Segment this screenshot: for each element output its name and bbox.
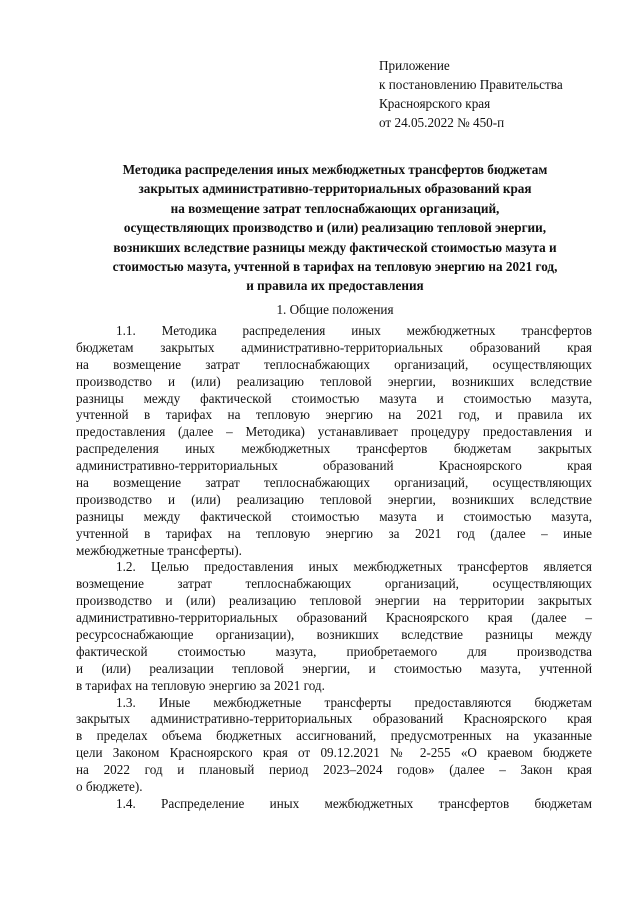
paragraph-line: бюджетам закрытых административно-территориальных образований края (76, 339, 592, 355)
document-title (70, 160, 600, 296)
paragraph-line: ресурсоснабжающие организации), возникших вследствие разницы между (76, 627, 592, 643)
paragraph-1-4 (76, 796, 592, 813)
paragraph-line: на возмещение затрат теплоснабжающих организаций, осуществляющих (76, 475, 592, 491)
appendix-block (379, 56, 629, 132)
paragraph-line: распределения иных межбюджетных трансфертов бюджетам закрытых (76, 441, 592, 457)
paragraph-1-3 (76, 695, 592, 796)
paragraph-line: учтенной в тарифах на тепловую энергию за 2021 год (далее – иные (76, 525, 592, 541)
appendix-line: к постановлению Правительства (379, 77, 563, 92)
title-line: и правила их предоставления (246, 278, 424, 294)
paragraph-line: административно-территориальных образований Красноярского края (76, 458, 592, 474)
paragraph-line: административно-территориальных образований Красноярского края (далее – (76, 610, 592, 626)
paragraph-1-1 (76, 323, 592, 559)
paragraph-line: возмещение затрат теплоснабжающих организаций, осуществляющих (76, 576, 592, 592)
appendix-line: Приложение (379, 58, 450, 73)
paragraph-line: 1.4. Распределение иных межбюджетных трансфертов бюджетам (116, 795, 592, 811)
paragraph-line: на 2022 год и плановый период 2023–2024 годов» (далее – Закон края (76, 762, 592, 778)
paragraph-line: на возмещение затрат теплоснабжающих организаций, осуществляющих (76, 356, 592, 372)
title-line: возникших вследствие разницы между фактической стоимостью мазута и (113, 239, 557, 255)
paragraph-line: разницы между фактической стоимостью мазута и стоимостью мазута, (76, 390, 592, 406)
title-line: на возмещение затрат теплоснабжающих организаций, (170, 200, 500, 216)
title-line: стоимостью мазута, учтенной в тарифах на тепловую энергию на 2021 год, (112, 259, 558, 275)
paragraph-line: фактической стоимостью мазута, приобретаемого для производства (76, 643, 592, 659)
paragraph-line: 1.2. Целью предоставления иных межбюджетных трансфертов является (116, 559, 592, 575)
title-line: Методика распределения иных межбюджетных трансфертов бюджетам (122, 162, 548, 177)
title-line: осуществляющих производство и (или) реализацию тепловой энергии, (123, 220, 547, 236)
paragraph-line: в тарифах на тепловую энергию за 2021 год. (76, 677, 325, 693)
section-heading: 1. Общие положения (276, 302, 394, 317)
paragraph-1-2 (76, 559, 592, 694)
paragraph-line: производство и (или) реализацию тепловой энергии, возникших вследствие (76, 491, 592, 507)
document-body (76, 323, 592, 813)
title-line: закрытых административно-территориальных образований края (138, 181, 532, 197)
paragraph-line: 1.1. Методика распределения иных межбюджетных трансфертов (116, 323, 592, 338)
paragraph-line: в пределах объема бюджетных ассигнований, предусмотренных на указанные (76, 728, 592, 744)
paragraph-line: о бюджете). (76, 779, 143, 795)
paragraph-line: закрытых административно-территориальных образований Красноярского края (76, 711, 592, 727)
appendix-line: от 24.05.2022 № 450-п (379, 115, 505, 130)
paragraph-line: разницы между фактической стоимостью мазута и стоимостью мазута, (76, 508, 592, 524)
paragraph-line: предоставления (далее – Методика) устанавливает процедуру предоставления и (76, 424, 592, 440)
paragraph-line: цели Законом Красноярского края от 09.12.2021 № 2-255 «О краевом бюджете (76, 745, 592, 761)
paragraph-line: межбюджетные трансферты). (76, 542, 242, 558)
appendix-line: Красноярского края (379, 96, 491, 111)
paragraph-line: производство и (или) реализацию тепловой энергии, возникших вследствие (76, 373, 592, 389)
paragraph-line: и (или) реализации тепловой энергии, и стоимостью мазута, учтенной (76, 660, 592, 676)
paragraph-line: производство и (или) реализацию тепловой энергии на территории закрытых (76, 593, 592, 609)
paragraph-line: учтенной в тарифах на тепловую энергию на 2021 год, и правила их (76, 407, 592, 423)
paragraph-line: 1.3. Иные межбюджетные трансферты предоставляются бюджетам (116, 694, 592, 710)
